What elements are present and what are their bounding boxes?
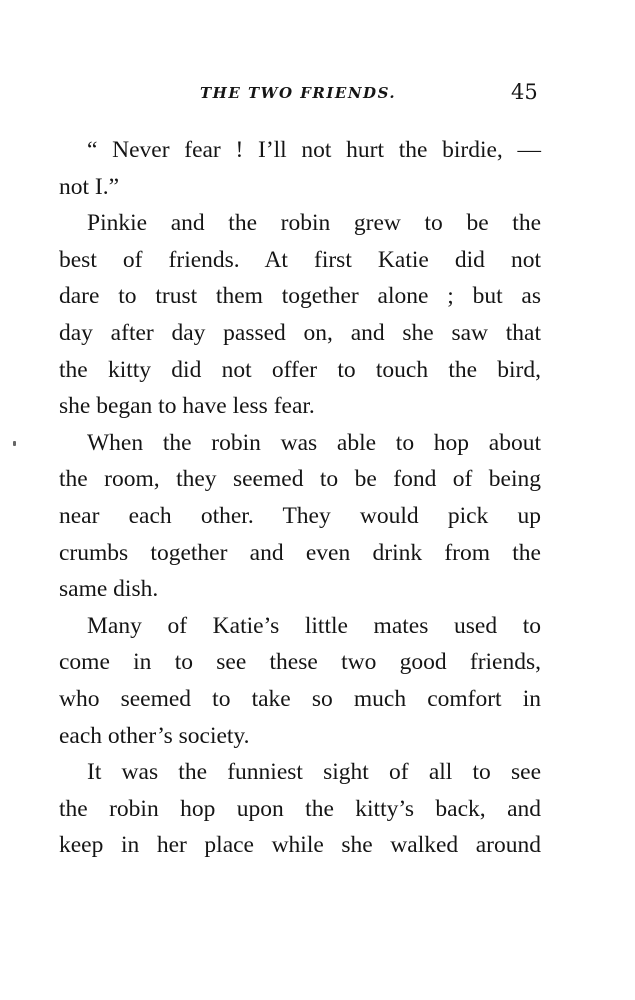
text-line: keep in her place while she walked around bbox=[59, 832, 541, 859]
text-line: the room, they seemed to be fond of being bbox=[59, 466, 541, 493]
ink-speck bbox=[13, 441, 16, 446]
text-line: best of friends. At first Katie did not bbox=[59, 246, 541, 273]
text-line: Many of Katie’s little mates used to bbox=[87, 612, 541, 639]
text-line: crumbs together and even drink from the bbox=[59, 539, 541, 566]
text-line: near each other. They would pick up bbox=[59, 502, 541, 529]
text-line: “ Never fear ! I’ll not hurt the birdie, — bbox=[87, 137, 541, 163]
text-line: Pinkie and the robin grew to be the bbox=[87, 210, 541, 237]
text-line: each other’s society. bbox=[59, 722, 250, 749]
text-line: the robin hop upon the kitty’s back, and bbox=[59, 795, 541, 822]
running-head: THE TWO FRIENDS. bbox=[200, 84, 397, 102]
text-line: It was the funniest sight of all to see bbox=[87, 759, 541, 786]
text-line: When the robin was able to hop about bbox=[87, 429, 541, 456]
text-line: day after day passed on, and she saw that bbox=[59, 319, 541, 346]
text-line: she began to have less fear. bbox=[59, 393, 315, 420]
page-number: 45 bbox=[511, 80, 538, 104]
text-line: dare to trust them together alone ; but as bbox=[59, 283, 541, 310]
text-line: same dish. bbox=[59, 576, 159, 603]
text-line: who seemed to take so much comfort in bbox=[59, 685, 541, 712]
text-line: the kitty did not offer to touch the bird, bbox=[59, 356, 541, 383]
text-line: not I.” bbox=[59, 173, 120, 200]
body-text bbox=[59, 132, 541, 864]
text-line: come in to see these two good friends, bbox=[59, 649, 541, 676]
